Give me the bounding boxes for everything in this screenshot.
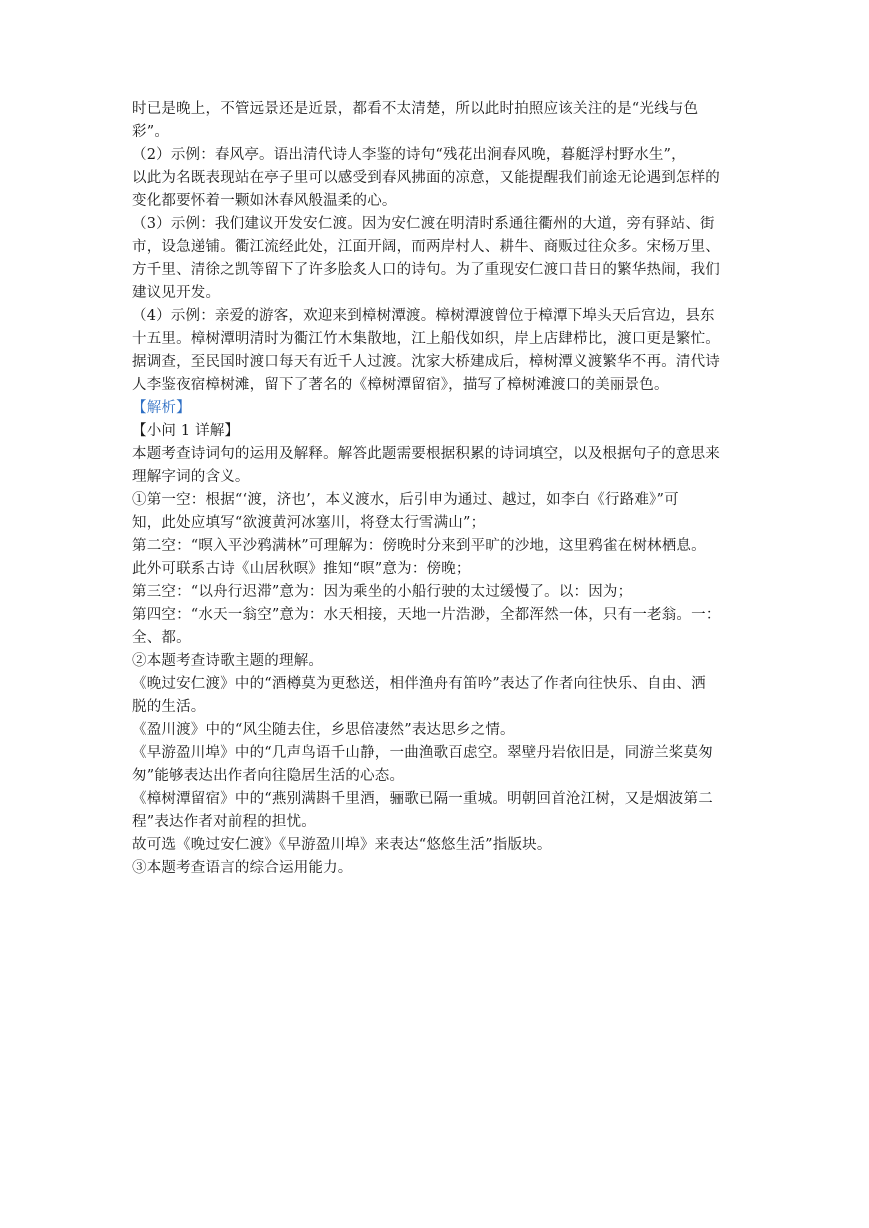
- text-line: 《早游盈川埠》中的“几声鸟语千山静，一曲渔歌百虑空。翠壁丹岩依旧是，同游兰桨莫匆: [132, 745, 713, 761]
- text-line: 第四空：“水天一翁空”意为：水天相接，天地一片浩渺，全都浑然一体，只有一老翁。一：: [132, 607, 721, 623]
- text-line: 此外可联系古诗《山居秋暝》推知“暝”意为：傍晚；: [132, 561, 471, 577]
- text-line: 彩”。: [132, 124, 170, 140]
- text-line: 以此为名既表现站在亭子里可以感受到春风拂面的凉意，又能提醒我们前途无论遇到怎样的: [132, 170, 720, 186]
- text-line: 全、都。: [132, 630, 191, 646]
- text-line: 匆”能够表达出作者向往隐居生活的心态。: [132, 768, 405, 784]
- text-line: 理解字词的含义。: [132, 469, 250, 485]
- text-line: 变化都要怀着一颗如沐春风般温柔的心。: [132, 193, 397, 209]
- text-line: 《樟树潭留宿》中的“燕别满斟千里酒，骊歌已隔一重城。明朝回首沧江树，又是烟波第二: [132, 791, 713, 807]
- text-line: 脱的生活。: [132, 699, 206, 715]
- text-line: 第三空：“以舟行迟滞”意为：因为乘坐的小船行驶的太过缓慢了。以：因为；: [132, 584, 633, 600]
- text-line: 知，此处应填写“欲渡黄河冰塞川，将登太行雪满山”；: [132, 515, 486, 531]
- subquestion-1-heading: 【小问 1 详解】: [132, 423, 240, 439]
- text-line: 程”表达作者对前程的担忧。: [132, 814, 317, 830]
- analysis-heading: 【解析】: [132, 400, 191, 416]
- text-line: 市，设急递铺。衢江流经此处，江面开阔，而两岸村人、耕牛、商贩过往众多。宋杨万里、: [132, 239, 720, 255]
- text-line: ③本题考查语言的综合运用能力。: [132, 860, 353, 876]
- text-line: 建议见开发。: [132, 285, 221, 301]
- text-line: 《晚过安仁渡》中的“酒樽莫为更愁送，相伴渔舟有笛吟”表达了作者向往快乐、自由、洒: [132, 676, 706, 692]
- text-line: 本题考查诗词句的运用及解释。解答此题需要根据积累的诗词填空，以及根据句子的意思来: [132, 446, 720, 462]
- answer-2-line: （2）示例：春风亭。语出清代诗人李鉴的诗句“残花出涧春风晚，暮艇浮村野水生”，: [132, 147, 686, 163]
- text-line: 时已是晚上，不管远景还是近景，都看不太清楚，所以此时拍照应该关注的是“光线与色: [132, 101, 699, 117]
- text-line: 方千里、清徐之凯等留下了许多脍炙人口的诗句。为了重现安仁渡口昔日的繁华热闹，我们: [132, 262, 720, 278]
- document-body: [132, 98, 772, 880]
- text-line: 据调查，至民国时渡口每天有近千人过渡。沈家大桥建成后，樟树潭义渡繁华不再。清代诗: [132, 354, 720, 370]
- text-line: ②本题考查诗歌主题的理解。: [132, 653, 324, 669]
- text-line: 《盈川渡》中的“风尘随去住，乡思倍凄然”表达思乡之情。: [132, 722, 515, 738]
- text-line: ①第一空：根据“‘渡，济也’，本义渡水，后引申为通过、越过，如李白《行路难》”可: [132, 492, 679, 508]
- text-line: 人李鉴夜宿樟树滩，留下了著名的《樟树潭留宿》，描写了樟树滩渡口的美丽景色。: [132, 377, 669, 393]
- text-line: 故可选《晚过安仁渡》《早游盈川埠》来表达“悠悠生活”指版块。: [132, 837, 552, 853]
- answer-4-line: （4）示例：亲爱的游客，欢迎来到樟树潭渡。樟树潭渡曾位于樟潭下埠头天后宫边，县东: [132, 308, 715, 324]
- answer-3-line: （3）示例：我们建议开发安仁渡。因为安仁渡在明清时系通往衢州的大道，旁有驿站、街: [132, 216, 715, 232]
- text-line: 第二空：“暝入平沙鸦满林”可理解为：傍晚时分来到平旷的沙地，这里鸦雀在树林栖息。: [132, 538, 706, 554]
- text-line: 十五里。樟树潭明清时为衢江竹木集散地，江上船伐如织，岸上店肆栉比，渡口更是繁忙。: [132, 331, 720, 347]
